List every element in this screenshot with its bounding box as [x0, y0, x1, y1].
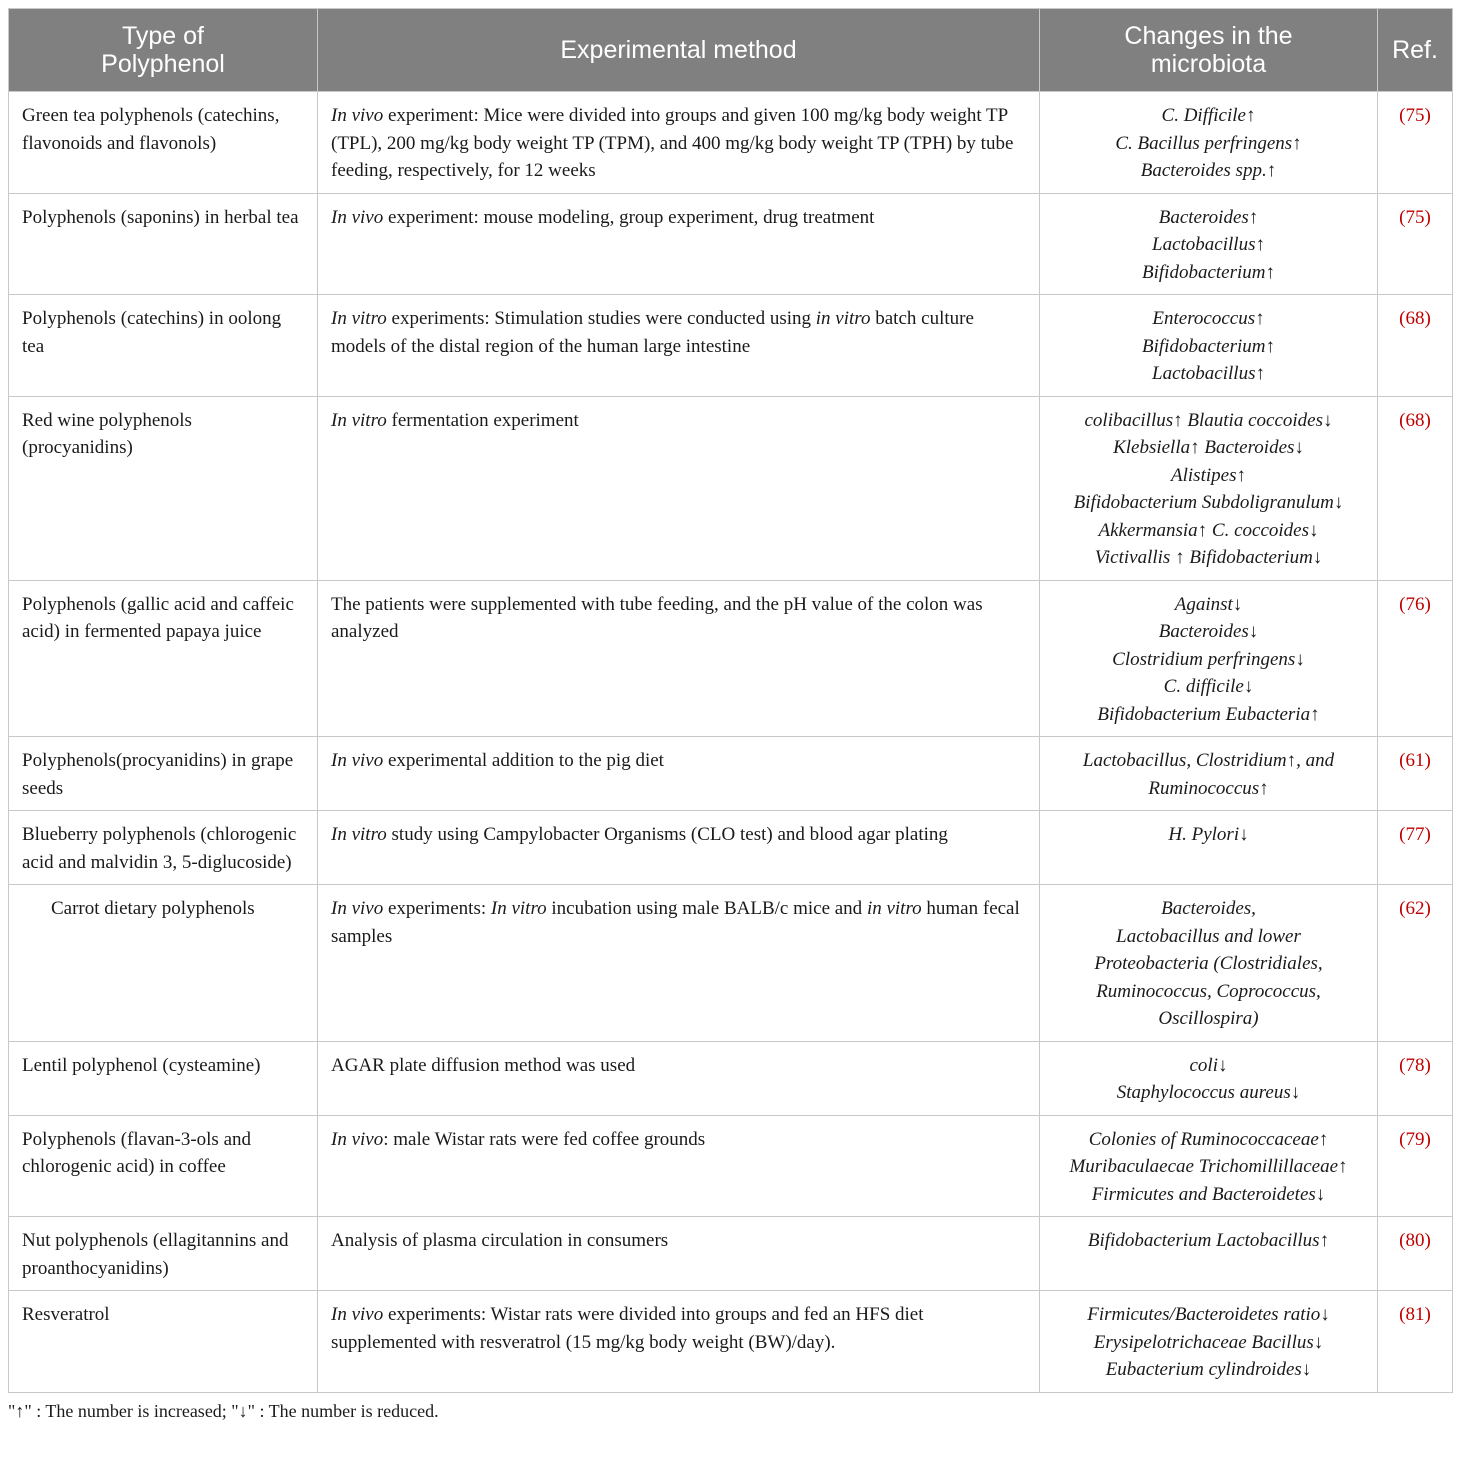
microbiota-change-line: Bifidobacterium↑ — [1142, 261, 1275, 283]
cell-polyphenol-type: Polyphenols(procyanidins) in grape seeds — [9, 737, 318, 811]
cell-polyphenol-type: Green tea polyphenols (catechins, flavonoids and flavonols) — [9, 92, 318, 194]
microbiota-change-line: Lactobacillus↑ — [1152, 363, 1265, 384]
header-changes — [1040, 9, 1378, 92]
table-row — [9, 1041, 1453, 1115]
cell-polyphenol-type: Polyphenols (catechins) in oolong tea — [9, 295, 318, 397]
cell-microbiota-changes — [1040, 1291, 1378, 1393]
method-text-segment: In vitro — [331, 308, 387, 329]
cell-microbiota-changes — [1040, 1041, 1378, 1115]
method-text-segment: In vivo — [331, 750, 384, 771]
microbiota-change-line: Akkermansia↑ C. coccoides↓ — [1098, 519, 1319, 541]
cell-microbiota-changes — [1040, 396, 1378, 580]
microbiota-change-line: Clostridium perfringens↓ — [1112, 648, 1305, 670]
method-text-segment: experimental addition to the pig diet — [383, 750, 664, 771]
method-text-segment: In vitro — [331, 409, 387, 431]
cell-reference-link[interactable]: (75) — [1378, 92, 1453, 194]
header-type-line1: Type of — [122, 22, 204, 50]
cell-experimental-method — [318, 1217, 1040, 1291]
cell-experimental-method — [318, 92, 1040, 194]
header-type-line2: Polyphenol — [101, 50, 225, 78]
method-text-segment: In vivo — [331, 1128, 384, 1150]
method-text-segment: : male Wistar rats were fed coffee grounds — [383, 1128, 706, 1150]
method-text-segment: experiments: Stimulation studies were conducted using — [386, 308, 816, 329]
microbiota-change-line: Bifidobacterium Lactobacillus↑ — [1087, 1230, 1330, 1251]
cell-experimental-method — [318, 885, 1040, 1042]
header-method: Experimental method — [318, 9, 1040, 92]
microbiota-change-line: Eubacterium cylindroides↓ — [1105, 1359, 1312, 1380]
method-text-segment: experiment: mouse modeling, group experiment, drug treatment — [383, 206, 875, 228]
cell-reference-link[interactable]: (62) — [1378, 885, 1453, 1042]
table-footnote: "↑" : The number is increased; "↓" : The number is reduced. — [8, 1400, 439, 1421]
header-ref: Ref. — [1378, 9, 1453, 92]
method-text-segment: experiments: Wistar rats were divided into groups and fed an HFS diet supplemented with resveratrol (15 mg/kg body weight (BW)/day). — [331, 1304, 924, 1353]
method-text-segment: experiment: Mice were divided into groups and given 100 mg/kg body weight TP (TPL), 200 mg/kg body weight TP (TPM), and 400 mg/kg body weight TP (TPH) by tube feeding, respectively, for 12 weeks — [331, 105, 1014, 181]
microbiota-change-line: Muribaculaecae Trichomillillaceae↑ — [1069, 1156, 1348, 1177]
microbiota-change-line: coli↓ — [1189, 1054, 1228, 1076]
table-row — [9, 885, 1453, 1042]
header-changes-line2: microbiota — [1150, 50, 1267, 78]
table-row — [9, 580, 1453, 737]
microbiota-change-line: H. Pylori↓ — [1168, 824, 1249, 845]
cell-microbiota-changes — [1040, 92, 1378, 194]
method-text-segment: fermentation experiment — [386, 409, 579, 431]
header-type — [9, 9, 318, 92]
microbiota-change-line: Staphylococcus aureus↓ — [1116, 1082, 1301, 1103]
microbiota-change-line: C. Bacillus perfringens↑ — [1115, 132, 1302, 154]
microbiota-change-line: Bacteroides spp.↑ — [1140, 160, 1277, 181]
cell-reference-link[interactable]: (79) — [1378, 1115, 1453, 1217]
table-row — [9, 1291, 1453, 1393]
microbiota-change-line: Colonies of Ruminococcaceae↑ — [1088, 1128, 1329, 1150]
cell-polyphenol-type: Nut polyphenols (ellagitannins and proanthocyanidins) — [9, 1217, 318, 1291]
cell-experimental-method — [318, 1291, 1040, 1393]
microbiota-change-line: Erysipelotrichaceae Bacillus↓ — [1093, 1331, 1324, 1353]
method-text-segment: In vivo — [331, 105, 384, 126]
method-text-segment: In vivo — [331, 206, 384, 228]
method-text-segment: In vivo — [331, 1304, 384, 1325]
microbiota-change-line: Ruminococcus↑ — [1148, 777, 1269, 799]
method-text-segment: In vitro — [490, 898, 547, 919]
cell-microbiota-changes — [1040, 885, 1378, 1042]
cell-microbiota-changes — [1040, 1217, 1378, 1291]
method-text-segment: AGAR plate diffusion method was used — [331, 1054, 636, 1076]
cell-microbiota-changes — [1040, 811, 1378, 885]
cell-experimental-method — [318, 580, 1040, 737]
cell-microbiota-changes — [1040, 580, 1378, 737]
cell-reference-link[interactable]: (68) — [1378, 295, 1453, 397]
method-text-segment: in vitro — [815, 308, 871, 329]
method-text-segment: Analysis of plasma circulation in consumers — [331, 1230, 669, 1251]
microbiota-change-line: Klebsiella↑ Bacteroides↓ — [1113, 437, 1304, 458]
microbiota-change-line: Lactobacillus and lower — [1116, 925, 1301, 947]
cell-microbiota-changes — [1040, 737, 1378, 811]
method-text-segment: incubation using male BALB/c mice and — [546, 898, 867, 919]
cell-experimental-method — [318, 295, 1040, 397]
cell-microbiota-changes — [1040, 193, 1378, 295]
microbiota-change-line: Bacteroides↓ — [1158, 621, 1259, 642]
cell-experimental-method — [318, 1041, 1040, 1115]
header-row — [9, 9, 1453, 92]
microbiota-change-line: Bifidobacterium↑ — [1142, 335, 1275, 357]
cell-reference-link[interactable]: (77) — [1378, 811, 1453, 885]
microbiota-change-line: Lactobacillus↑ — [1152, 234, 1265, 255]
cell-reference-link[interactable]: (81) — [1378, 1291, 1453, 1393]
microbiota-change-line: Bifidobacterium Eubacteria↑ — [1097, 703, 1320, 725]
method-text-segment: study using Campylobacter Organisms (CLO test) and blood agar plating — [386, 824, 948, 845]
table-row — [9, 737, 1453, 811]
method-text-segment: batch culture models of the distal region of the human large intestine — [331, 308, 974, 357]
table-body — [9, 92, 1453, 1393]
microbiota-change-line: Lactobacillus, Clostridium↑, and — [1082, 750, 1335, 771]
table-row — [9, 92, 1453, 194]
microbiota-change-line: Bacteroides↑ — [1158, 206, 1259, 228]
microbiota-change-line: Firmicutes/Bacteroidetes ratio↓ — [1087, 1304, 1330, 1325]
method-text-segment: experiments: — [383, 898, 491, 919]
cell-reference-link[interactable]: (80) — [1378, 1217, 1453, 1291]
cell-polyphenol-type: Polyphenols (saponins) in herbal tea — [9, 193, 318, 295]
cell-polyphenol-type: Lentil polyphenol (cysteamine) — [9, 1041, 318, 1115]
cell-experimental-method — [318, 193, 1040, 295]
method-text-segment: In vivo — [331, 898, 384, 919]
table-row — [9, 1115, 1453, 1217]
method-text-segment: In vitro — [331, 824, 387, 845]
microbiota-change-line: Firmicutes and Bacteroidetes↓ — [1091, 1183, 1326, 1205]
table-row — [9, 1217, 1453, 1291]
microbiota-change-line: Ruminococcus, Coprococcus, — [1096, 980, 1321, 1002]
cell-microbiota-changes — [1040, 295, 1378, 397]
microbiota-change-line: Oscillospira) — [1158, 1008, 1259, 1029]
method-text-segment: in vitro — [866, 898, 922, 919]
microbiota-change-line: colibacillus↑ Blautia coccoides↓ — [1084, 409, 1333, 431]
header-changes-line1: Changes in the — [1124, 22, 1293, 50]
cell-polyphenol-type: Polyphenols (flavan-3-ols and chlorogenic acid) in coffee — [9, 1115, 318, 1217]
table-row — [9, 396, 1453, 580]
microbiota-change-line: Against↓ — [1174, 593, 1243, 615]
cell-polyphenol-type: Resveratrol — [9, 1291, 318, 1393]
cell-polyphenol-type: Carrot dietary polyphenols — [9, 885, 318, 1042]
microbiota-change-line: Alistipes↑ — [1171, 464, 1246, 486]
cell-reference-link[interactable]: (78) — [1378, 1041, 1453, 1115]
cell-polyphenol-type: Polyphenols (gallic acid and caffeic acid) in fermented papaya juice — [9, 580, 318, 737]
method-text-segment: human fecal samples — [331, 898, 1020, 947]
table-row — [9, 193, 1453, 295]
microbiota-change-line: C. Difficile↑ — [1161, 105, 1256, 126]
cell-experimental-method — [318, 737, 1040, 811]
cell-experimental-method — [318, 811, 1040, 885]
cell-experimental-method — [318, 396, 1040, 580]
table-row — [9, 811, 1453, 885]
cell-reference-link[interactable]: (68) — [1378, 396, 1453, 580]
microbiota-change-line: Enterococcus↑ — [1152, 308, 1265, 329]
cell-microbiota-changes — [1040, 1115, 1378, 1217]
cell-reference-link[interactable]: (61) — [1378, 737, 1453, 811]
cell-reference-link[interactable]: (76) — [1378, 580, 1453, 737]
microbiota-change-line: C. difficile↓ — [1163, 676, 1254, 697]
polyphenol-microbiota-table — [8, 8, 1453, 1393]
microbiota-change-line: Victivallis ↑ Bifidobacterium↓ — [1094, 547, 1323, 568]
polyphenol-table-container — [8, 8, 1452, 1423]
microbiota-change-line: Proteobacteria (Clostridiales, — [1094, 953, 1323, 974]
table-row — [9, 295, 1453, 397]
cell-polyphenol-type: Red wine polyphenols (procyanidins) — [9, 396, 318, 580]
microbiota-change-line: Bifidobacterium Subdoligranulum↓ — [1073, 492, 1344, 513]
cell-experimental-method — [318, 1115, 1040, 1217]
microbiota-change-line: Bacteroides, — [1161, 898, 1256, 919]
cell-reference-link[interactable]: (75) — [1378, 193, 1453, 295]
method-text-segment: The patients were supplemented with tube feeding, and the pH value of the colon was analyzed — [331, 593, 983, 642]
cell-polyphenol-type: Blueberry polyphenols (chlorogenic acid and malvidin 3, 5-diglucoside) — [9, 811, 318, 885]
